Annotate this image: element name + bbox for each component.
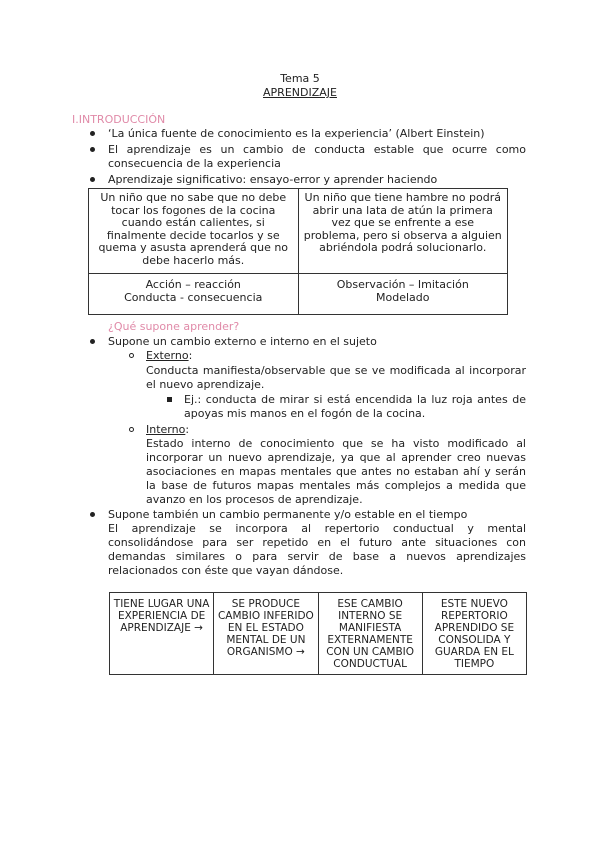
bullet-icon [90,147,95,152]
consolidation-paragraph: El aprendizaje se incorpora al repertorio conductual y mental consolidándose para ser repetido en el futuro ante situaciones con demandas similares o para servir de base a nuevos aprendizajes relacionados con éste que vayan dándose. [108,522,526,577]
table-cell: ESE CAMBIO INTERNO SE MANIFIESTA EXTERNAMENTE CON UN CAMBIO CONDUCTUAL [318,593,422,675]
externo-example: Ej.: conducta de mirar si está encendida la luz roja antes de apoyas mis manos en el fogón de la cocina. [184,393,526,420]
ring-bullet-icon [129,353,134,358]
question-bullet-2: Supone también un cambio permanente y/o estable en el tiempo [108,508,468,521]
title-text: APRENDIZAJE [263,86,337,99]
section-heading-intro: I.INTRODUCCIÓN [72,113,166,126]
bullet-icon [90,512,95,517]
table-cell: Un niño que no sabe que no debe tocar los fogones de la cocina cuando están calientes, si finalmente decide tocarlos y se quema y asusta aprenderá que no debe hacerlo más. [89,189,299,274]
interno-label: Interno: [146,423,190,436]
question-bullet-1: Supone un cambio externo e interno en el sujeto [108,335,377,348]
interno-text: Estado interno de conocimiento que se ha visto modificado al incorporar un nuevo aprendizaje, ya que al aprender creo nuevas asociaciones en mapas mentales que antes no estaban ahí y serán la base de futuros mapas mentales más complejos a medida que avanzo en los procesos de aprendizaje. [146,437,526,506]
table-cell: TIENE LUGAR UNA EXPERIENCIA DE APRENDIZAJE → [110,593,214,675]
table-row [89,189,508,274]
externo-text: Conducta manifiesta/observable que se ve modificada al incorporar el nuevo aprendizaje. [146,364,526,391]
table-cell: Acción – reacción Conducta - consecuencia [89,274,299,315]
bullet-icon [90,177,95,182]
table-cell: Un niño que tiene hambre no podrá abrir una lata de atún la primera vez que se enfrente a ese problema, pero si observa a alguien abriéndola podrá solucionarlo. [298,189,508,274]
table-cell: Observación – Imitación Modelado [298,274,508,315]
table-cell: SE PRODUCE CAMBIO INFERIDO EN EL ESTADO MENTAL DE UN ORGANISMO → [214,593,318,675]
topic-number: Tema 5 [280,72,320,85]
intro-bullet-1: ‘La única fuente de conocimiento es la experiencia’ (Albert Einstein) [108,127,485,140]
intro-bullet-3: Aprendizaje significativo: ensayo-error y aprender haciendo [108,173,438,186]
externo-label: Externo: [146,349,193,362]
process-flow-table [109,592,527,675]
intro-bullet-2: El aprendizaje es un cambio de conducta estable que ocurre como consecuencia de la experiencia [108,143,526,170]
examples-table [88,188,508,315]
table-row [89,274,508,315]
ring-bullet-icon [129,427,134,432]
page-title [0,86,600,100]
section-heading-question: ¿Qué supone aprender? [108,320,240,333]
bullet-icon [90,131,95,136]
bullet-icon [90,339,95,344]
table-row [110,593,527,675]
table-cell: ESTE NUEVO REPERTORIO APRENDIDO SE CONSOLIDA Y GUARDA EN EL TIEMPO [422,593,526,675]
square-bullet-icon [167,397,172,402]
